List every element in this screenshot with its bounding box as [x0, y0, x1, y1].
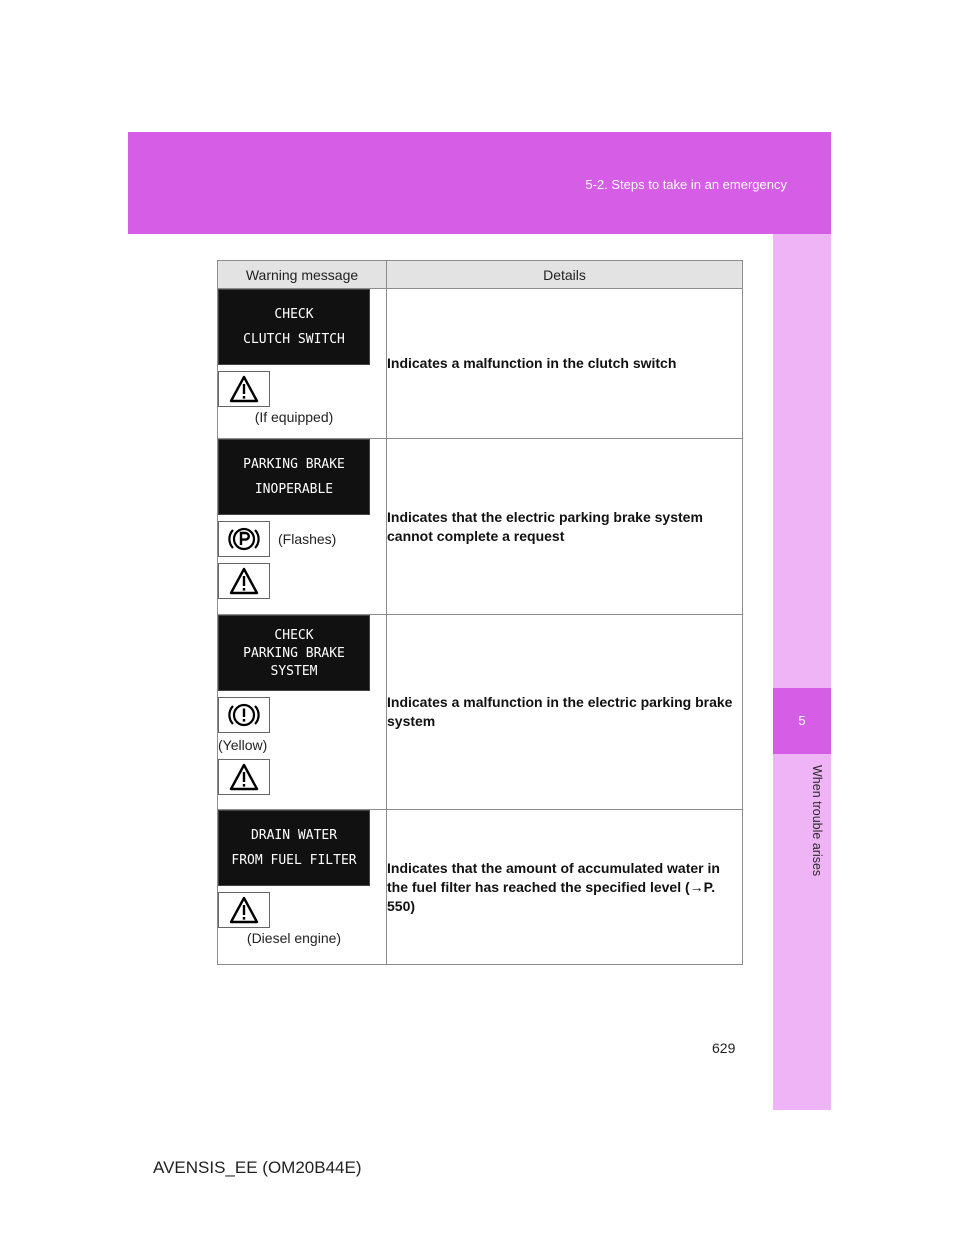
page-number: 629 [712, 1040, 736, 1056]
display-line: PARKING BRAKE [243, 645, 345, 661]
warning-icons-cell [218, 439, 387, 615]
table-row [218, 615, 743, 810]
master-warning-icon [218, 563, 270, 599]
chapter-number-tab: 5 [773, 688, 831, 754]
master-warning-icon [218, 892, 270, 928]
display-line: DRAIN WATER [250, 828, 338, 843]
display-line: SYSTEM [270, 663, 318, 679]
warning-icons-cell [218, 810, 387, 965]
master-warning-icon [218, 371, 270, 407]
chapter-side-strip [773, 234, 831, 1110]
master-warning-icon [218, 759, 270, 795]
display-line: CLUTCH SWITCH [243, 332, 345, 347]
row-caption: (If equipped) [254, 409, 334, 425]
document-code: AVENSIS_EE (OM20B44E) [153, 1158, 362, 1177]
row-caption: (Yellow) [218, 737, 268, 753]
message-display [218, 615, 370, 691]
col-header-warning-message: Warning message [218, 261, 387, 289]
parking-brake-icon [218, 521, 270, 557]
table-row [218, 439, 743, 615]
table-row [218, 289, 743, 439]
message-display [218, 439, 370, 515]
warning-icons-cell [218, 615, 387, 810]
message-display [218, 289, 370, 365]
details-text: Indicates that the electric parking brake system cannot complete a request [387, 439, 743, 615]
display-line: CHECK [274, 627, 314, 643]
display-line: INOPERABLE [254, 482, 334, 497]
header-band [128, 132, 831, 234]
col-header-details: Details [387, 261, 743, 289]
section-title: 5-2. Steps to take in an emergency [585, 177, 787, 192]
display-line: CHECK [274, 307, 314, 322]
row-caption: (Diesel engine) [246, 930, 342, 946]
chapter-title: When trouble arises [810, 765, 824, 877]
warning-icons-cell [218, 289, 387, 439]
row-icon-note: (Flashes) [278, 531, 337, 547]
message-display [218, 810, 370, 886]
details-text: Indicates a malfunction in the electric parking brake system [387, 615, 743, 810]
display-line: FROM FUEL FILTER [231, 853, 357, 868]
warning-message-table [217, 260, 743, 965]
details-text: Indicates a malfunction in the clutch switch [387, 289, 743, 439]
brake-system-warning-icon [218, 697, 270, 733]
display-line: PARKING BRAKE [243, 457, 345, 472]
details-text: Indicates that the amount of accumulated water in the fuel filter has reached the specified level (→P. 550) [387, 810, 743, 965]
table-row [218, 810, 743, 965]
